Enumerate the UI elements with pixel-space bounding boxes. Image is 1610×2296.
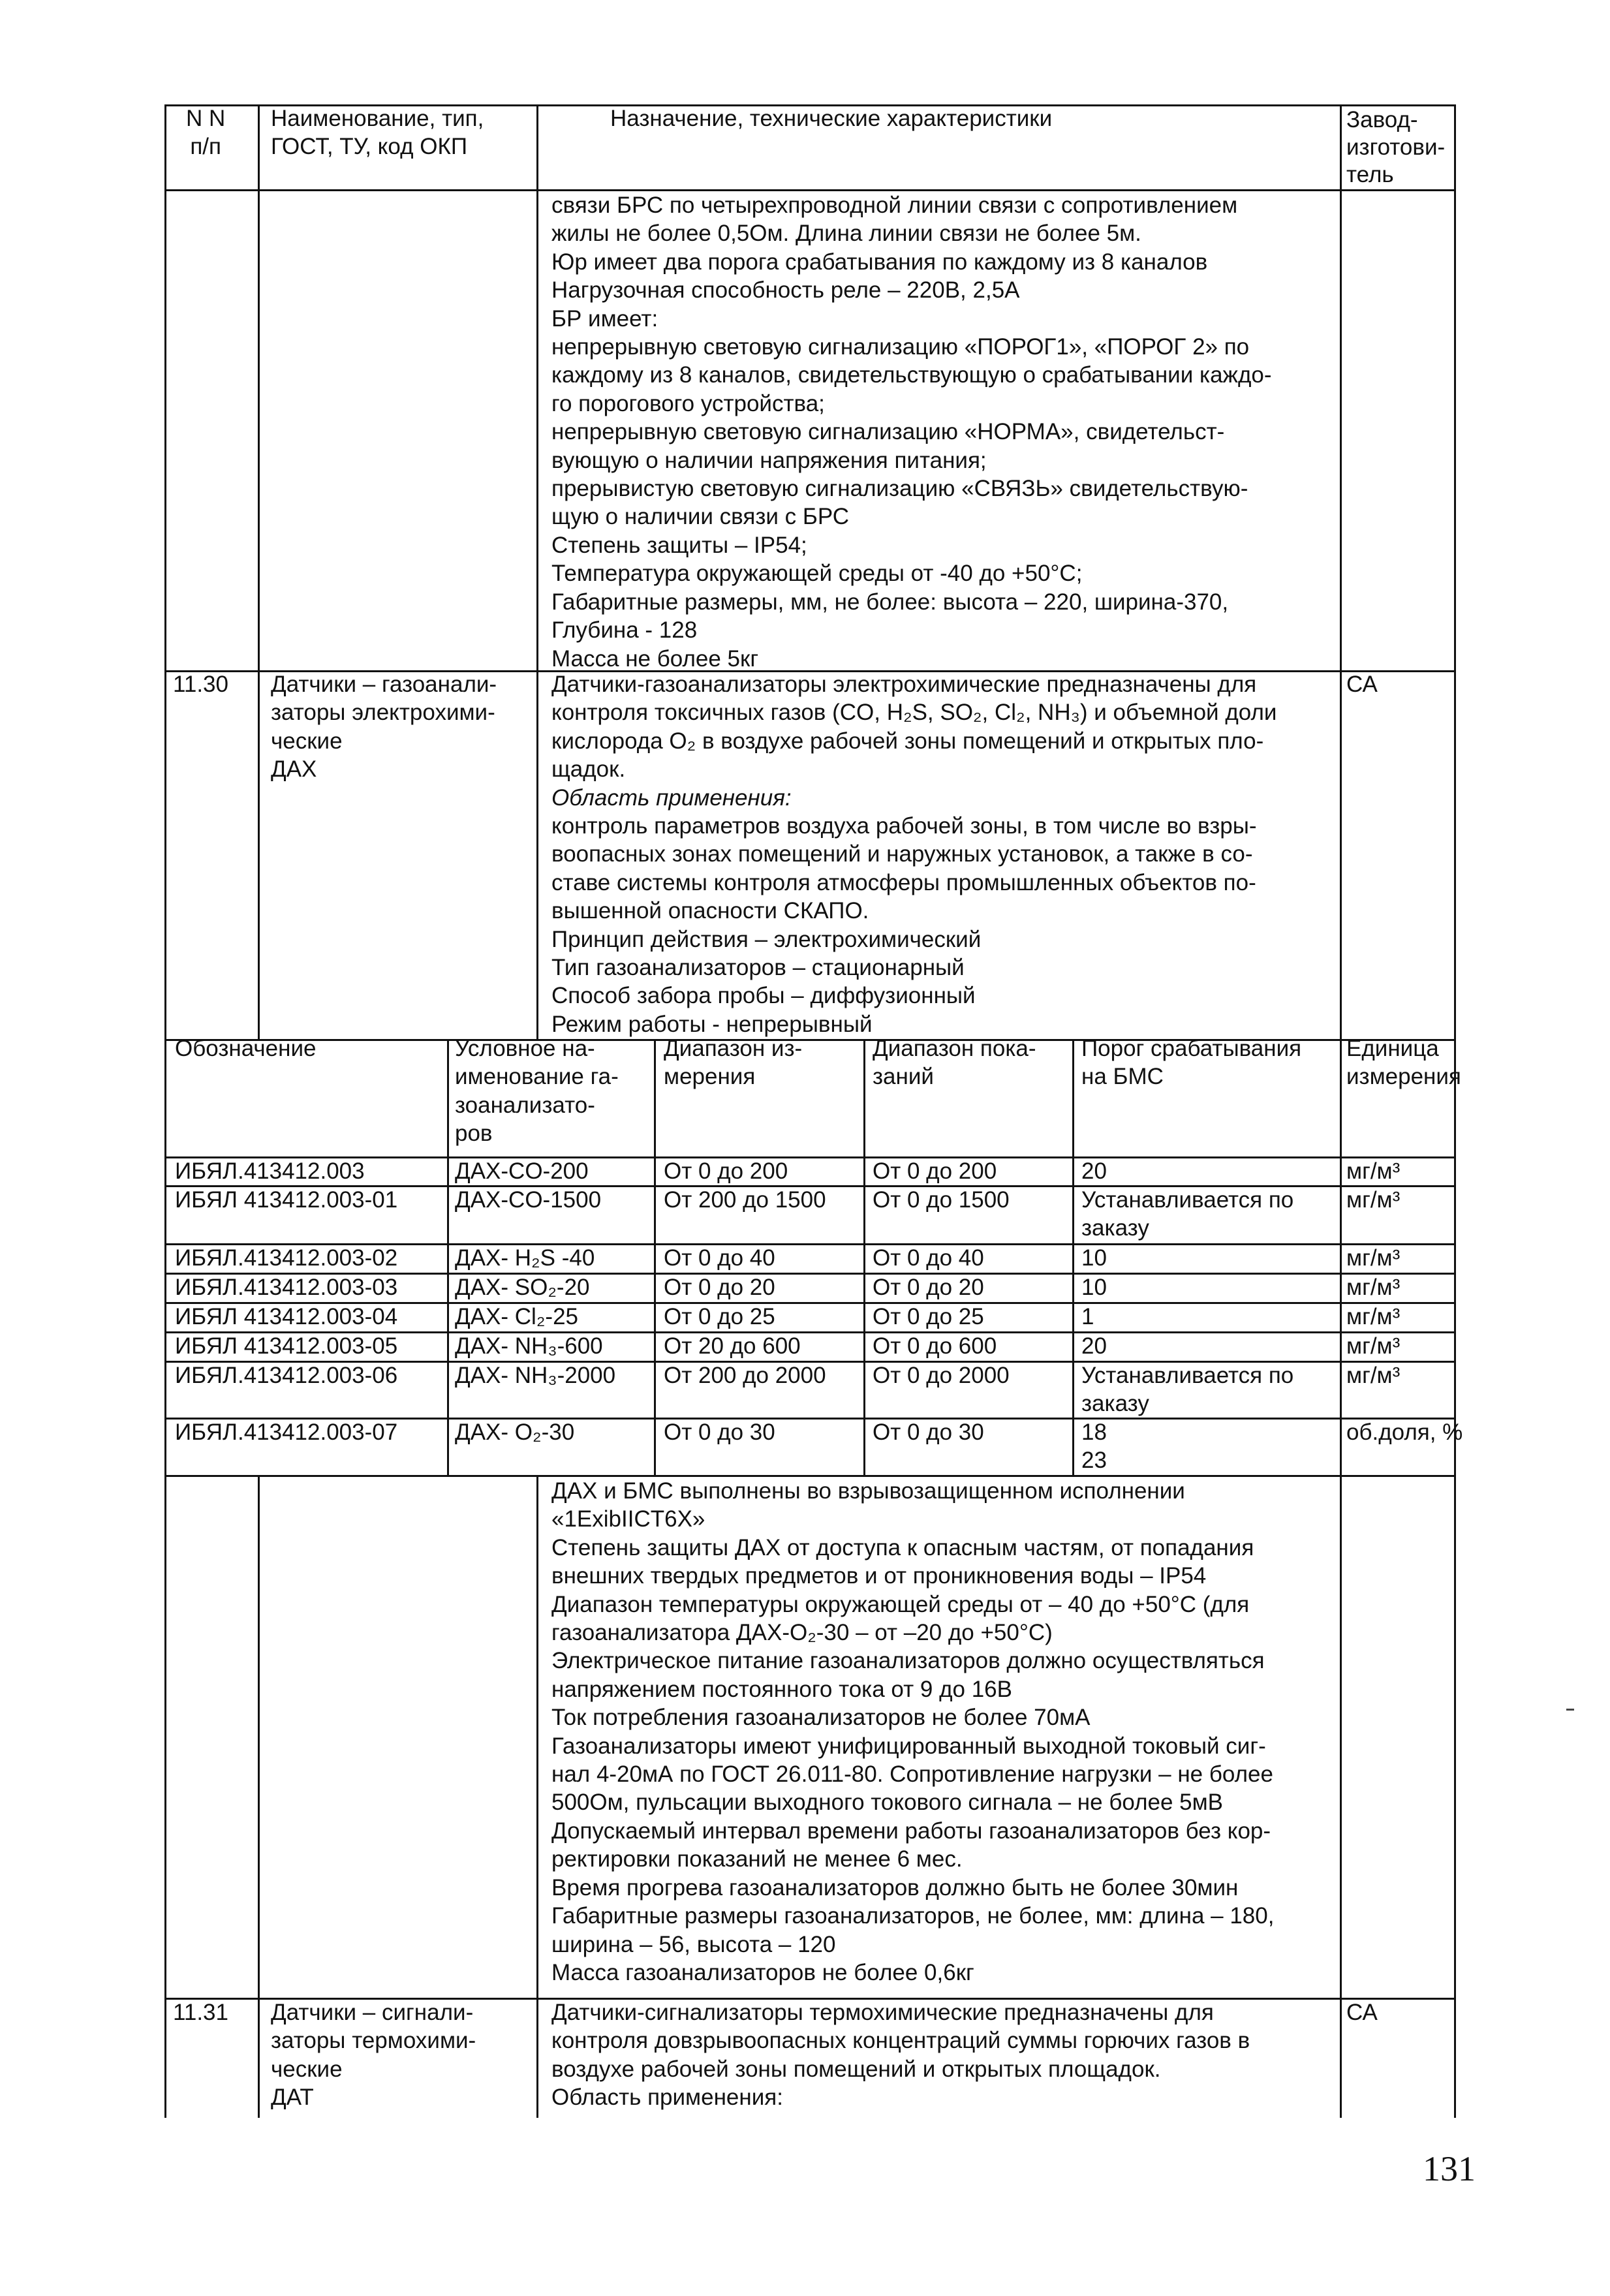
cell-line: ДАХ-CO-200 — [455, 1158, 589, 1184]
cell-line: ДАХ-CO-1500 — [455, 1187, 602, 1213]
text-line: Степень защиты ДАХ от доступа к опасным частям, от попадания — [551, 1534, 1254, 1560]
text-line: щую о наличии связи с БРС — [551, 504, 850, 530]
table-cell — [1346, 1361, 1400, 1389]
subtable-header-cell — [1081, 1034, 1301, 1091]
text-line: Юр имеет два порога срабатывания по каждому из 8 каналов — [551, 249, 1208, 275]
item-description — [551, 670, 1277, 1038]
cell-line: От 0 до 2000 — [873, 1363, 1010, 1388]
text-line: Ток потребления газоанализаторов не более 70мА — [551, 1705, 1091, 1731]
text-line: заторы термохими- — [271, 2028, 476, 2054]
cell-line: 10 — [1081, 1245, 1107, 1271]
header-line: именование га- — [455, 1064, 619, 1090]
table-cell — [664, 1244, 775, 1272]
col-divider-name — [536, 1475, 538, 2118]
cell-line: ИБЯЛ 413412.003-04 — [175, 1304, 398, 1329]
subcol-divider — [654, 1039, 656, 1475]
subtable-header-cell — [873, 1034, 1036, 1091]
col-divider-name — [536, 104, 538, 1039]
technical-characteristics — [551, 1477, 1274, 1987]
cell-line: ИБЯЛ.413412.003-06 — [175, 1363, 398, 1388]
col-divider-maker — [1340, 104, 1342, 1039]
table-cell — [873, 1244, 984, 1272]
table-cell — [664, 1273, 775, 1301]
item-number: 11.31 — [173, 2000, 228, 2025]
item-maker: СА — [1346, 672, 1378, 697]
text-line: ческие — [271, 728, 343, 754]
text-line: щадок. — [551, 756, 626, 783]
table-cell — [1346, 1186, 1400, 1214]
table-cell — [455, 1186, 601, 1214]
header-purpose: Назначение, технические характеристики — [610, 106, 1053, 131]
header-line: Диапазон пока- — [873, 1036, 1036, 1061]
text-line: нал 4-20мА по ГОСТ 26.011-80. Сопротивление нагрузки – не более — [551, 1761, 1273, 1788]
cell-line: 23 — [1081, 1448, 1107, 1474]
item-description — [551, 1998, 1250, 2112]
text-line: непрерывную световую сигнализацию «НОРМА», свидетельст- — [551, 419, 1225, 445]
text-line: Датчики – сигнали- — [271, 2000, 474, 2025]
cell-line: мг/м³ — [1346, 1245, 1401, 1271]
text-line: Принцип действия – электрохимический — [551, 926, 982, 952]
text-line: контроля токсичных газов (CO, H₂S, SO₂, Cl₂, NH₃) и объемной доли — [551, 700, 1277, 726]
table-cell — [455, 1244, 595, 1272]
table-cell — [1346, 1303, 1400, 1331]
table-cell — [873, 1186, 1010, 1214]
item-maker: СА — [1346, 2000, 1378, 2025]
text-line: Масса не более 5кг — [551, 645, 759, 672]
cell-line: ИБЯЛ.413412.003 — [175, 1158, 365, 1184]
table-cell — [455, 1273, 590, 1301]
subcol-divider — [863, 1039, 865, 1475]
text-line: Режим работы - непрерывный — [551, 1011, 873, 1037]
text-line: газоанализатора ДАХ-O₂-30 – от –20 до +50°C) — [551, 1620, 1053, 1646]
header-num — [186, 104, 225, 161]
cell-line: От 200 до 2000 — [664, 1363, 826, 1388]
text-line: Газоанализаторы имеют унифицированный выходной токовый сиг- — [551, 1733, 1266, 1759]
table-cell — [873, 1303, 984, 1331]
text-line: вующую о наличии напряжения питания; — [551, 447, 987, 473]
text-line: контроль параметров воздуха рабочей зоны, в том числе во взры- — [551, 813, 1257, 839]
cell-line: От 0 до 200 — [873, 1158, 997, 1184]
table-cell — [455, 1361, 615, 1389]
text-line: заторы электрохими- — [271, 700, 495, 726]
text-line: контроля довзрывоопасных концентраций суммы горючих газов в — [551, 2028, 1250, 2054]
table-cell — [1081, 1244, 1107, 1272]
table-cell — [1346, 1332, 1400, 1360]
cell-line: мг/м³ — [1346, 1187, 1401, 1213]
header-name-line: ГОСТ, ТУ, код ОКП — [271, 134, 468, 160]
text-line: ДАТ — [271, 2085, 314, 2111]
cell-line: ДАХ- SO₂-20 — [455, 1275, 590, 1300]
table-cell — [1346, 1157, 1400, 1185]
table-cell — [455, 1418, 574, 1446]
header-line: мерения — [664, 1064, 756, 1090]
cell-line: От 0 до 1500 — [873, 1187, 1010, 1213]
text-line: Допускаемый интервал времени работы газоанализаторов без кор- — [551, 1818, 1271, 1844]
table-cell — [664, 1361, 826, 1389]
text-line: жилы не более 0,5Ом. Длина линии связи не более 5м. — [551, 221, 1141, 247]
cell-line: заказу — [1081, 1215, 1149, 1241]
text-line: Датчики-сигнализаторы термохимические предназначены для — [551, 2000, 1214, 2025]
text-line: «1ExibIICT6X» — [551, 1506, 705, 1532]
text-line: ставе системы контроля атмосферы промышленных объектов по- — [551, 869, 1256, 895]
text-line: Диапазон температуры окружающей среды от – 40 до +50°C (для — [551, 1591, 1250, 1617]
text-line: Способ забора пробы – диффузионный — [551, 983, 976, 1009]
text-line: Глубина - 128 — [551, 617, 698, 644]
table-cell — [1081, 1418, 1107, 1475]
table-cell — [1081, 1332, 1107, 1360]
cell-line: мг/м³ — [1346, 1275, 1401, 1300]
header-line: Обозначение — [175, 1036, 317, 1061]
cell-line: заказу — [1081, 1391, 1149, 1417]
cell-line: мг/м³ — [1346, 1363, 1401, 1388]
cell-line: 1 — [1081, 1304, 1094, 1329]
item-name — [271, 670, 497, 784]
table-cell — [1346, 1273, 1400, 1301]
subtable-header-cell — [1346, 1034, 1461, 1091]
cell-line: ДАХ- NH₃-2000 — [455, 1363, 616, 1388]
cell-line: 20 — [1081, 1158, 1107, 1184]
cell-line: От 0 до 25 — [664, 1304, 775, 1329]
text-line: 500Ом, пульсации выходного токового сигнала – не более 5мВ — [551, 1790, 1224, 1816]
cell-line: От 0 до 25 — [873, 1304, 984, 1329]
table-cell — [1081, 1186, 1293, 1243]
table-cell — [664, 1332, 801, 1360]
col-divider-maker — [1340, 1475, 1342, 2118]
cell-line: От 0 до 20 — [664, 1275, 775, 1300]
table-cell — [873, 1361, 1010, 1389]
text-line: Датчики-газоанализаторы электрохимические предназначены для — [551, 672, 1257, 697]
cell-line: От 0 до 30 — [873, 1419, 984, 1445]
cell-line: От 0 до 40 — [873, 1245, 984, 1271]
table-cell — [175, 1273, 397, 1301]
text-line: ДАХ — [271, 756, 317, 783]
cell-line: ДАХ- O₂-30 — [455, 1419, 575, 1445]
cell-line: об.доля, % — [1346, 1419, 1463, 1445]
table-cell — [1346, 1244, 1400, 1272]
col-divider-num — [258, 104, 260, 1039]
table-cell — [1081, 1157, 1107, 1185]
cell-line: Устанавливается по — [1081, 1363, 1294, 1388]
subtable-header-cell — [455, 1034, 619, 1148]
cell-line: ДАХ- Cl₂-25 — [455, 1304, 578, 1329]
text-line: прерывистую световую сигнализацию «СВЯЗЬ» свидетельствую- — [551, 476, 1248, 502]
table-right-border — [1454, 104, 1456, 2118]
cell-line: ИБЯЛ 413412.003-01 — [175, 1187, 398, 1213]
header-num-line: п/п — [190, 134, 221, 160]
cell-line: ИБЯЛ.413412.003-03 — [175, 1275, 398, 1300]
table-cell — [664, 1418, 775, 1446]
table-cell — [664, 1186, 826, 1214]
table-cell — [175, 1186, 397, 1214]
text-line: ширина – 56, высота – 120 — [551, 1931, 836, 1957]
table-cell — [455, 1157, 589, 1185]
text-line: воздухе рабочей зоны помещений и открытых площадок. — [551, 2056, 1161, 2082]
scan-artifact — [1566, 1709, 1574, 1711]
item-number: 11.30 — [173, 672, 228, 697]
header-line: Единица — [1346, 1036, 1439, 1061]
cell-line: ДАХ- H₂S -40 — [455, 1245, 595, 1271]
text-line: Область применения: — [551, 2085, 783, 2111]
header-line: на БМС — [1081, 1064, 1164, 1090]
table-cell — [873, 1418, 984, 1446]
cell-line: От 0 до 30 — [664, 1419, 775, 1445]
col-divider-num — [258, 1475, 260, 2118]
table-cell — [175, 1418, 397, 1446]
table-cell — [873, 1332, 997, 1360]
table-cell — [175, 1244, 397, 1272]
table-cell — [664, 1157, 788, 1185]
text-line: Электрическое питание газоанализаторов должно осуществляться — [551, 1648, 1265, 1674]
subtable-header-cell — [664, 1034, 802, 1091]
text-line: Нагрузочная способность реле – 220В, 2,5А — [551, 277, 1020, 303]
cell-line: мг/м³ — [1346, 1158, 1401, 1184]
text-line: внешних твердых предметов и от проникновения воды – IP54 — [551, 1563, 1207, 1589]
text-line: воопасных зонах помещений и наружных установок, а также в со- — [551, 841, 1253, 867]
cell-line: От 200 до 1500 — [664, 1187, 826, 1213]
table-cell — [873, 1273, 984, 1301]
table-cell — [873, 1157, 997, 1185]
cell-line: От 0 до 200 — [664, 1158, 788, 1184]
header-line: Диапазон из- — [664, 1036, 803, 1061]
text-line: го порогового устройства; — [551, 390, 825, 416]
text-line: Тип газоанализаторов – стационарный — [551, 955, 965, 981]
text-line: ректировки показаний не менее 6 мес. — [551, 1846, 963, 1872]
cell-line: ИБЯЛ.413412.003-02 — [175, 1245, 398, 1271]
header-name-line: Наименование, тип, — [271, 106, 484, 131]
text-line: Габаритные размеры, мм, не более: высота – 220, ширина-370, — [551, 589, 1229, 615]
table-cell — [455, 1303, 578, 1331]
table-cell — [175, 1157, 365, 1185]
page-number: 131 — [1423, 2149, 1476, 2188]
table-cell — [455, 1332, 603, 1360]
table-cell — [175, 1361, 397, 1389]
text-line: связи БРС по четырехпроводной линии связи с сопротивлением — [551, 193, 1238, 218]
header-maker-line: изготови- — [1346, 134, 1446, 160]
text-line: БР имеет: — [551, 305, 658, 332]
table-cell — [1081, 1361, 1293, 1418]
cell-line: 18 — [1081, 1419, 1107, 1445]
text-line: каждому из 8 каналов, свидетельствующую о срабатывании каждо- — [551, 362, 1272, 388]
header-line: измерения — [1346, 1064, 1461, 1090]
cell-line: Устанавливается по — [1081, 1187, 1294, 1213]
cell-line: От 0 до 40 — [664, 1245, 775, 1271]
header-line: зоанализато- — [455, 1092, 595, 1118]
subcol-divider — [1072, 1039, 1074, 1475]
table-left-border — [164, 104, 166, 2118]
header-line: Порог срабатывания — [1081, 1036, 1302, 1061]
cell-line: От 0 до 600 — [873, 1333, 997, 1359]
table-cell — [1081, 1303, 1094, 1331]
header-maker-line: тель — [1346, 162, 1394, 187]
cell-line: От 20 до 600 — [664, 1333, 801, 1359]
subtable-header-cell — [175, 1034, 316, 1063]
header-maker — [1346, 106, 1445, 189]
cell-line: мг/м³ — [1346, 1333, 1401, 1359]
cell-line: мг/м³ — [1346, 1304, 1401, 1329]
cell-line: 10 — [1081, 1275, 1107, 1300]
text-line: Габаритные размеры газоанализаторов, не более, мм: длина – 180, — [551, 1903, 1275, 1929]
header-num-line: N N — [186, 106, 226, 131]
table-cell — [1081, 1273, 1107, 1301]
cell-line: 20 — [1081, 1333, 1107, 1359]
cell-line: ДАХ- NH₃-600 — [455, 1333, 603, 1359]
header-maker-line: Завод- — [1346, 107, 1418, 132]
header-line: Условное на- — [455, 1036, 595, 1061]
text-line: Время прогрева газоанализаторов должно быть не более 30мин — [551, 1874, 1239, 1900]
header-name — [271, 104, 484, 161]
cell-line: От 0 до 20 — [873, 1275, 984, 1300]
header-line: ров — [455, 1121, 493, 1147]
text-line: ческие — [271, 2056, 343, 2082]
text-line: Область применения: — [551, 784, 792, 811]
table-cell — [175, 1303, 397, 1331]
text-line: кислорода O₂ в воздухе рабочей зоны помещений и открытых пло- — [551, 728, 1264, 754]
cell-line: ИБЯЛ.413412.003-07 — [175, 1419, 398, 1445]
text-line: Датчики – газоанали- — [271, 672, 497, 697]
subcol-divider — [447, 1039, 449, 1475]
item-name — [271, 1998, 476, 2112]
table-cell — [175, 1332, 397, 1360]
text-line: ДАХ и БМС выполнены во взрывозащищенном исполнении — [551, 1478, 1185, 1504]
table-cell — [1346, 1418, 1463, 1446]
text-line: Масса газоанализаторов не более 0,6кг — [551, 1959, 974, 1985]
cell-line: ИБЯЛ 413412.003-05 — [175, 1333, 398, 1359]
continuation-description — [551, 191, 1272, 673]
text-line: Температура окружающей среды от -40 до +50°C; — [551, 561, 1083, 587]
text-line: непрерывную световую сигнализацию «ПОРОГ1», «ПОРОГ 2» по — [551, 334, 1250, 360]
table-cell — [664, 1303, 775, 1331]
header-line: заний — [873, 1064, 934, 1090]
subcol-divider — [1340, 1039, 1342, 1475]
text-line: вышенной опасности СКАПО. — [551, 898, 869, 924]
text-line: Степень защиты – IP54; — [551, 532, 807, 558]
text-line: напряжением постоянного тока от 9 до 16В — [551, 1676, 1012, 1702]
